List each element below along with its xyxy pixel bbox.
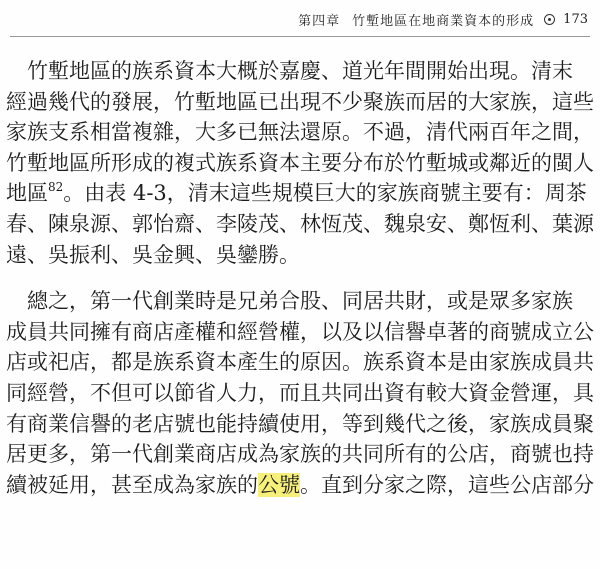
text-line: 經過幾代的發展，竹塹地區已出現不少聚族而居的大家族，這些 — [6, 89, 594, 114]
text-line: 遠、吳振利、吳金興、吳鑾勝。 — [6, 242, 300, 267]
highlighted-term: 公號 — [258, 472, 300, 497]
text-line: 有商業信譽的老店號也能持續使用，等到幾代之後，家族成員聚 — [6, 411, 594, 436]
text-line — [6, 178, 598, 209]
text-line: 成員共同擁有商店產權和經營權，以及以信譽卓著的商號成立公 — [6, 319, 594, 344]
text-span: 續被延用，甚至成為家族的 — [6, 472, 258, 497]
text-line: 竹塹地區所形成的複式族系資本主要分布於竹塹城或鄰近的閩人 — [6, 150, 594, 175]
text-line: 店或祀店，都是族系資本產生的原因。族系資本是由家族成員共 — [6, 350, 594, 375]
footnote-marker: 82 — [48, 180, 64, 195]
paragraph-2 — [6, 286, 598, 500]
text-line: 居更多，第一代創業商店成為家族的共同所有的公店，商號也持 — [6, 442, 594, 467]
text-line: 春、陳泉源、郭怡齋、李陵茂、林恆茂、魏泉安、鄭恆利、葉源 — [6, 211, 594, 236]
header-rule — [10, 36, 590, 37]
running-header — [12, 6, 588, 32]
text-line: 總之，第一代創業時是兄弟合股、同居共財，或是眾多家族 — [6, 289, 573, 314]
text-span: 地區 — [6, 181, 48, 206]
chapter-label: 第四章 — [298, 13, 341, 29]
text-line: 同經營，不但可以節省人力，而且共同出資有較大資金營運，具 — [6, 380, 594, 405]
text-line: 家族支系相當複雜，大多已無法還原。不過，清代兩百年之間， — [6, 120, 594, 145]
text-span: 。直到分家之際，這些公店部分 — [300, 472, 594, 497]
page-number: 173 — [563, 11, 588, 27]
text-line — [6, 470, 598, 501]
text-span: 。由表 4-3，清末這些規模巨大的家族商號主要有：周茶 — [63, 181, 587, 206]
chapter-title: 竹塹地區在地商業資本的形成 — [352, 13, 535, 29]
text-line: 竹塹地區的族系資本大概於嘉慶、道光年間開始出現。清末 — [6, 59, 573, 83]
circle-dot-icon — [544, 14, 555, 25]
paragraph-1 — [6, 56, 598, 270]
body-text — [6, 56, 598, 500]
